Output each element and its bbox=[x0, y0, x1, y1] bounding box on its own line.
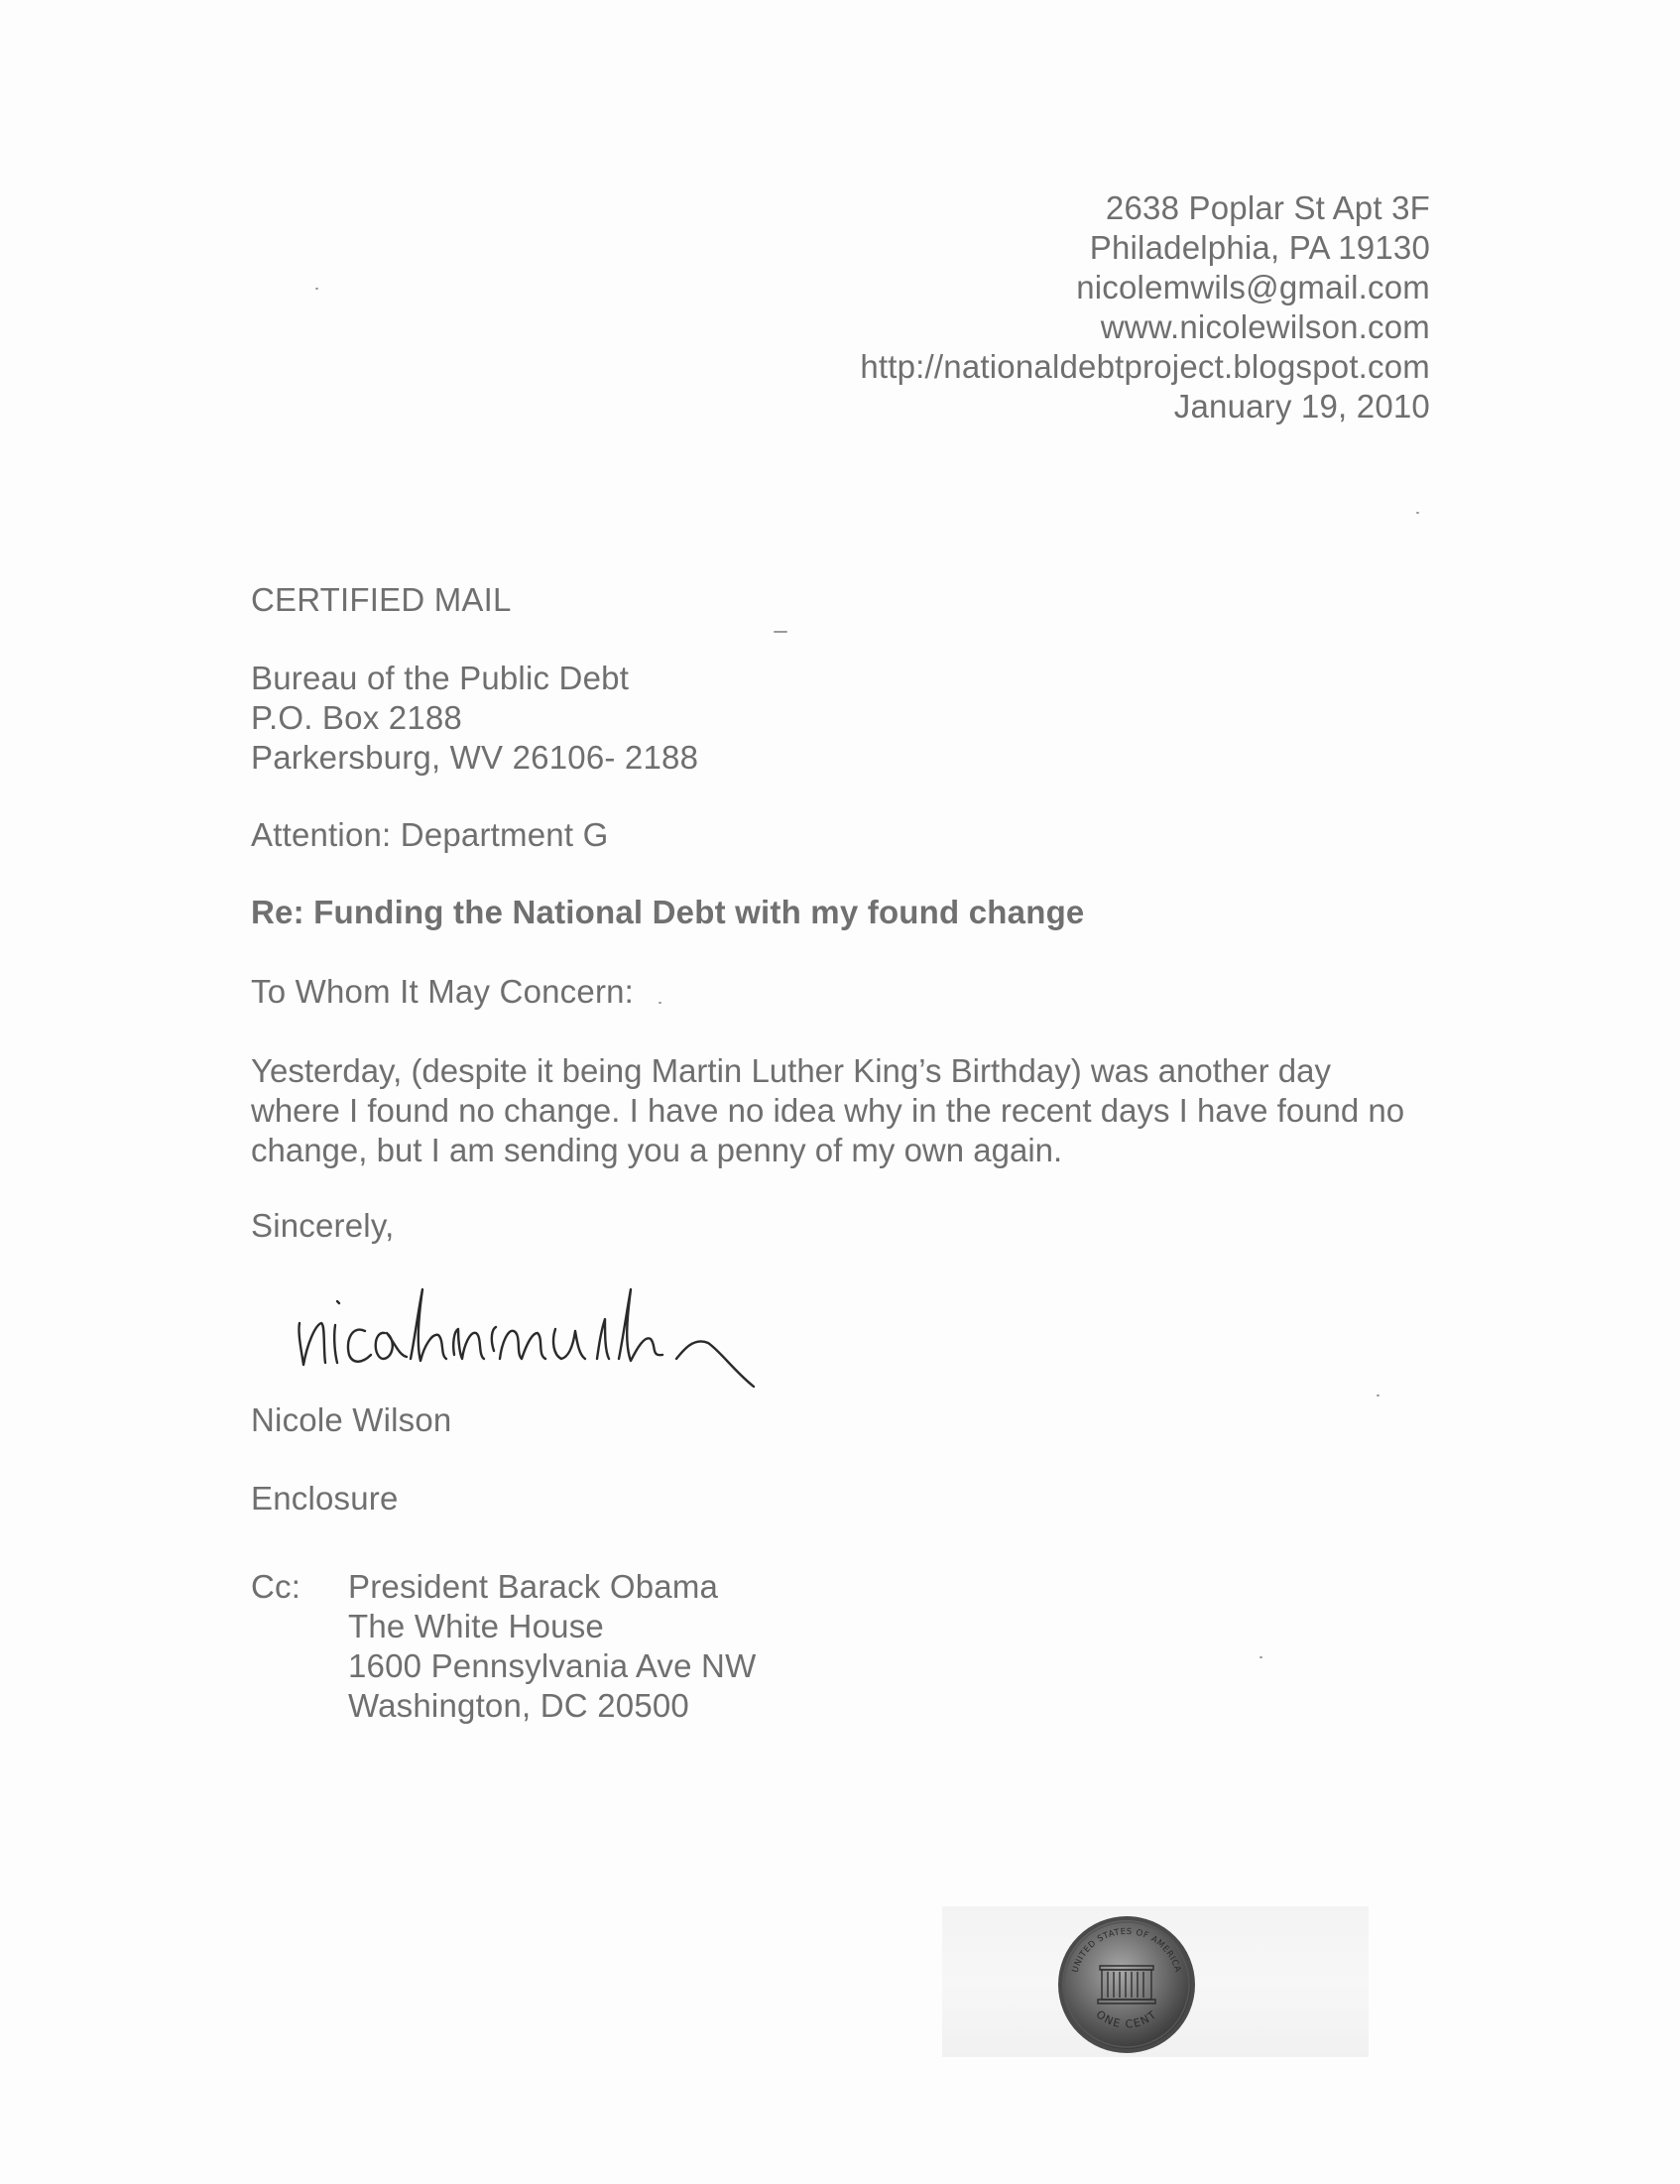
attention-line: Attention: Department G bbox=[251, 816, 609, 853]
closing: Sincerely, bbox=[251, 1207, 395, 1244]
scan-speck bbox=[774, 631, 787, 633]
signer-name: Nicole Wilson bbox=[251, 1401, 452, 1438]
cc-line: President Barack Obama bbox=[348, 1568, 719, 1605]
letter-date: January 19, 2010 bbox=[1173, 388, 1430, 425]
body-paragraph bbox=[251, 1051, 1441, 1170]
mail-type: CERTIFIED MAIL bbox=[251, 581, 512, 618]
subject-line: Re: Funding the National Debt with my found change bbox=[251, 894, 1085, 930]
scan-speck bbox=[1377, 1395, 1380, 1396]
scan-speck bbox=[659, 1002, 661, 1004]
penny-top-text: UNITED STATES OF AMERICA bbox=[1070, 1926, 1183, 1975]
sender-website: www.nicolewilson.com bbox=[1100, 308, 1430, 345]
recipient-name: Bureau of the Public Debt bbox=[251, 660, 630, 696]
handwritten-signature bbox=[288, 1260, 813, 1389]
sender-address-block bbox=[860, 188, 1430, 426]
body-line: change, but I am sending you a penny of my own again. bbox=[251, 1132, 1063, 1168]
scan-speck bbox=[1260, 1656, 1262, 1658]
body-line: where I found no change. I have no idea why in the recent days I have found no bbox=[251, 1092, 1405, 1129]
sender-email: nicolemwils@gmail.com bbox=[1076, 269, 1430, 305]
recipient-po-box: P.O. Box 2188 bbox=[251, 699, 462, 736]
recipient-city-state-zip: Parkersburg, WV 26106- 2188 bbox=[251, 739, 699, 776]
sender-blog: http://nationaldebtproject.blogspot.com bbox=[860, 348, 1430, 385]
enclosure-note: Enclosure bbox=[251, 1480, 399, 1517]
penny-coin-image bbox=[1056, 1914, 1197, 2055]
cc-line: 1600 Pennsylvania Ave NW bbox=[348, 1647, 757, 1684]
cc-recipient-block bbox=[348, 1567, 756, 1726]
sender-street: 2638 Poplar St Apt 3F bbox=[1105, 189, 1430, 226]
scan-speck bbox=[315, 288, 318, 290]
body-line: Yesterday, (despite it being Martin Luther King’s Birthday) was another day bbox=[251, 1052, 1331, 1089]
penny-bottom-text: ONE CENT bbox=[1093, 2007, 1160, 2031]
cc-line: The White House bbox=[348, 1608, 604, 1644]
salutation: To Whom It May Concern: bbox=[251, 973, 635, 1010]
cc-label: Cc: bbox=[251, 1568, 301, 1605]
sender-city-state-zip: Philadelphia, PA 19130 bbox=[1089, 229, 1430, 266]
scan-speck bbox=[1416, 512, 1419, 514]
cc-line: Washington, DC 20500 bbox=[348, 1687, 689, 1724]
